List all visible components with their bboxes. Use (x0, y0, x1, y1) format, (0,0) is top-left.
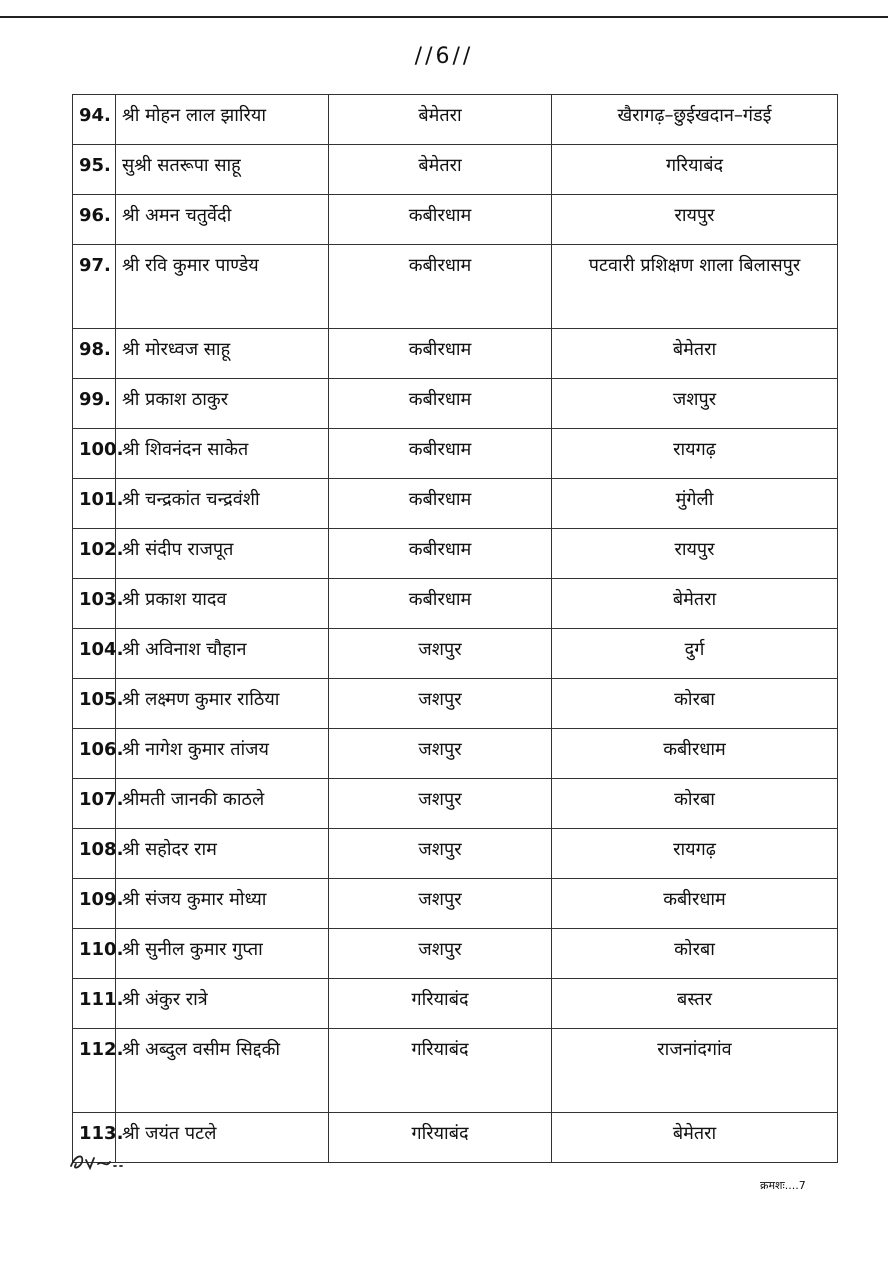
from-district: कबीरधाम (329, 479, 552, 529)
table-row (73, 1113, 838, 1163)
employee-name: श्री मोरध्वज साहू (116, 329, 329, 379)
to-district: कोरबा (552, 779, 838, 829)
to-district: बेमेतरा (552, 1113, 838, 1163)
from-district: कबीरधाम (329, 379, 552, 429)
to-district: पटवारी प्रशिक्षण शाला बिलासपुर (552, 245, 838, 329)
serial-number: 101. (73, 479, 116, 529)
to-district: बेमेतरा (552, 579, 838, 629)
employee-name: श्री मोहन लाल झारिया (116, 95, 329, 145)
table-row (73, 579, 838, 629)
table-row (73, 429, 838, 479)
table-row (73, 979, 838, 1029)
from-district: कबीरधाम (329, 245, 552, 329)
serial-number: 96. (73, 195, 116, 245)
to-district: कोरबा (552, 929, 838, 979)
serial-number: 108. (73, 829, 116, 879)
serial-number: 95. (73, 145, 116, 195)
serial-number: 107. (73, 779, 116, 829)
from-district: कबीरधाम (329, 529, 552, 579)
from-district: कबीरधाम (329, 429, 552, 479)
table-row (73, 329, 838, 379)
employee-name: श्रीमती जानकी काठले (116, 779, 329, 829)
transfer-table (72, 94, 838, 1163)
from-district: बेमेतरा (329, 95, 552, 145)
serial-number: 94. (73, 95, 116, 145)
from-district: जशपुर (329, 679, 552, 729)
employee-name: श्री सुनील कुमार गुप्ता (116, 929, 329, 979)
employee-name: श्री प्रकाश ठाकुर (116, 379, 329, 429)
to-district: कोरबा (552, 679, 838, 729)
serial-number: 110. (73, 929, 116, 979)
employee-name: श्री चन्द्रकांत चन्द्रवंशी (116, 479, 329, 529)
table-row (73, 145, 838, 195)
from-district: कबीरधाम (329, 329, 552, 379)
employee-name: सुश्री सतरूपा साहू (116, 145, 329, 195)
table-row (73, 195, 838, 245)
from-district: जशपुर (329, 729, 552, 779)
serial-number: 97. (73, 245, 116, 329)
serial-number: 112. (73, 1029, 116, 1113)
to-district: कबीरधाम (552, 879, 838, 929)
table-row (73, 1029, 838, 1113)
from-district: जशपुर (329, 879, 552, 929)
from-district: गरियाबंद (329, 1113, 552, 1163)
table-row (73, 729, 838, 779)
table-row (73, 929, 838, 979)
employee-name: श्री अंकुर रात्रे (116, 979, 329, 1029)
to-district: रायगढ़ (552, 429, 838, 479)
from-district: जशपुर (329, 929, 552, 979)
employee-name: श्री संजय कुमार मोध्या (116, 879, 329, 929)
to-district: जशपुर (552, 379, 838, 429)
table-row (73, 245, 838, 329)
to-district: रायपुर (552, 195, 838, 245)
serial-number: 102. (73, 529, 116, 579)
employee-name: श्री जयंत पटले (116, 1113, 329, 1163)
page-number: //6// (414, 44, 474, 69)
to-district: रायपुर (552, 529, 838, 579)
from-district: जशपुर (329, 629, 552, 679)
to-district: मुंगेली (552, 479, 838, 529)
serial-number: 111. (73, 979, 116, 1029)
employee-name: श्री अब्दुल वसीम सिद्दकी (116, 1029, 329, 1113)
serial-number: 98. (73, 329, 116, 379)
from-district: कबीरधाम (329, 195, 552, 245)
signature-mark (68, 1150, 128, 1174)
to-district: राजनांदगांव (552, 1029, 838, 1113)
from-district: जशपुर (329, 829, 552, 879)
serial-number: 104. (73, 629, 116, 679)
employee-name: श्री लक्ष्मण कुमार राठिया (116, 679, 329, 729)
serial-number: 103. (73, 579, 116, 629)
serial-number: 99. (73, 379, 116, 429)
serial-number: 109. (73, 879, 116, 929)
serial-number: 113. (73, 1113, 116, 1163)
employee-name: श्री रवि कुमार पाण्डेय (116, 245, 329, 329)
table-row (73, 679, 838, 729)
employee-name: श्री अविनाश चौहान (116, 629, 329, 679)
from-district: गरियाबंद (329, 1029, 552, 1113)
employee-name: श्री प्रकाश यादव (116, 579, 329, 629)
table-row (73, 479, 838, 529)
table-body (73, 95, 838, 1163)
from-district: गरियाबंद (329, 979, 552, 1029)
to-district: गरियाबंद (552, 145, 838, 195)
table-row (73, 529, 838, 579)
continued-note: क्रमशः....7 (760, 1179, 806, 1192)
from-district: कबीरधाम (329, 579, 552, 629)
to-district: बस्तर (552, 979, 838, 1029)
table-row (73, 779, 838, 829)
employee-name: श्री नागेश कुमार तांजय (116, 729, 329, 779)
to-district: कबीरधाम (552, 729, 838, 779)
table-row (73, 829, 838, 879)
table-row (73, 379, 838, 429)
table-row (73, 629, 838, 679)
serial-number: 100. (73, 429, 116, 479)
top-rule (0, 16, 888, 18)
to-district: रायगढ़ (552, 829, 838, 879)
to-district: खैरागढ़–छुईखदान–गंडई (552, 95, 838, 145)
table-row (73, 95, 838, 145)
employee-name: श्री सहोदर राम (116, 829, 329, 879)
serial-number: 106. (73, 729, 116, 779)
employee-name: श्री संदीप राजपूत (116, 529, 329, 579)
table-row (73, 879, 838, 929)
employee-name: श्री अमन चतुर्वेदी (116, 195, 329, 245)
employee-name: श्री शिवनंदन साकेत (116, 429, 329, 479)
serial-number: 105. (73, 679, 116, 729)
to-district: बेमेतरा (552, 329, 838, 379)
from-district: जशपुर (329, 779, 552, 829)
from-district: बेमेतरा (329, 145, 552, 195)
to-district: दुर्ग (552, 629, 838, 679)
